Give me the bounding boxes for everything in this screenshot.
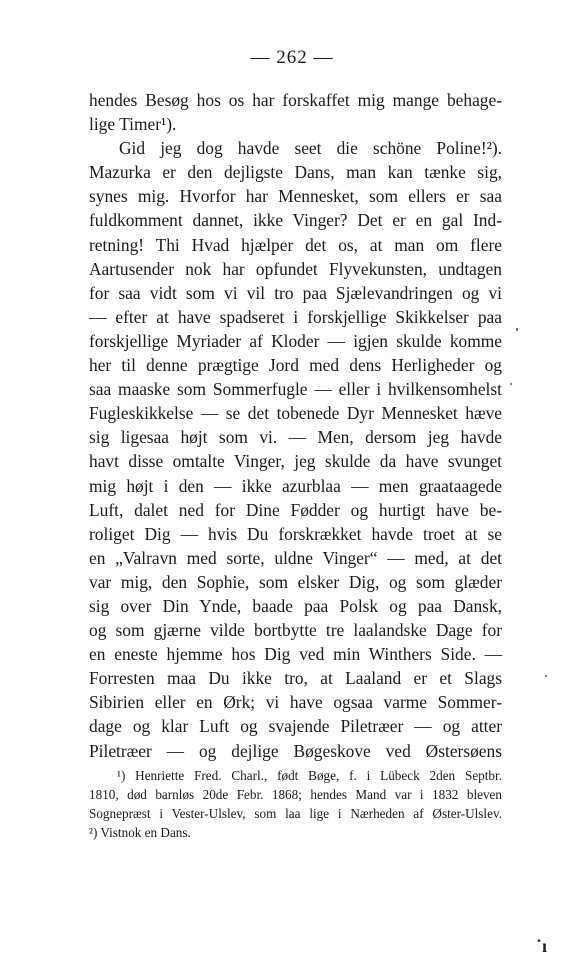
text-line: Luft, dalet ned for Dine Fødder og hurtigt have be- <box>89 499 502 520</box>
text-line: roliget Dig — hvis Du forskrækket havde troet at se <box>89 523 502 544</box>
printer-mark: ˙ı <box>536 936 547 956</box>
text-line: saa maaske som Sommerfugle — eller i hvilkensomhelst <box>89 379 502 400</box>
ink-speck <box>516 328 518 331</box>
text-line: Mazurka er den dejligste Dans, man kan tænke sig, <box>89 162 502 183</box>
text-line: havt disse omtalte Vinger, jeg skulde da have svunget <box>89 451 502 472</box>
text-line: fuldkomment dannet, ikke Vinger? Det er en gal Ind- <box>89 210 502 231</box>
text-line: og som gjærne vilde bortbytte tre laalandske Dage for <box>89 620 502 641</box>
text-line: Piletræer — og dejlige Bøgeskove ved Østersøens <box>89 740 502 761</box>
footnote-line: ²) Vistnok en Dans. <box>89 825 191 840</box>
text-line: retning! Thi Hvad hjælper det os, at man om flere <box>89 234 502 255</box>
text-line: hendes Besøg hos os har forskaffet mig mange behage- <box>89 90 502 110</box>
page-number: — 262 — <box>250 47 334 68</box>
text-line: Aartusender nok har opfundet Flyvekunsten, undtagen <box>89 258 502 279</box>
text-line: her til denne prægtige Jord med dens Herligheder og <box>89 355 502 376</box>
text-line: forskjellige Myriader af Kloder — igjen skulde komme <box>89 330 502 351</box>
footnote-line: 1810, død barnløs 20de Febr. 1868; hendes Mand var i 1832 bleven <box>89 787 502 802</box>
footnote-line: ¹) Henriette Fred. Charl., født Bøge, f. i Lübeck 2den Septbr. <box>117 768 502 783</box>
text-line: mig højt i den — ikke azurblaa — men graataagede <box>89 475 502 496</box>
text-line: for saa vidt som vi vil tro paa Sjælevandringen og vi <box>89 282 502 303</box>
text-line: Gid jeg dog havde seet die schöne Poline!²). <box>119 138 502 159</box>
text-line: Forresten maa Du ikke tro, at Laaland er et Slags <box>89 668 502 689</box>
text-line: Sibirien eller en Ørk; vi have ogsaa varme Sommer- <box>89 692 502 713</box>
text-line: var mig, den Sophie, som elsker Dig, og som glæder <box>89 571 502 592</box>
text-line: dage og klar Luft og svajende Piletræer — og atter <box>89 716 502 737</box>
text-line: sig over Din Ynde, baade paa Polsk og paa Dansk, <box>89 595 502 616</box>
text-line: lige Timer¹). <box>89 114 177 135</box>
text-line: en „Valravn med sorte, uldne Vinger“ — med, at det <box>89 547 502 568</box>
text-line: en eneste hjemme hos Dig ved min Winthers Side. — <box>89 644 502 665</box>
text-line: Fugleskikkelse — se det tobenede Dyr Mennesket hæve <box>89 403 502 424</box>
footnote-line: Sognepræst i Vester-Ulslev, som laa lige i Nærheden af Øster-Ulslev. <box>89 806 502 821</box>
footnotes <box>89 766 502 842</box>
text-line: synes mig. Hvorfor har Mennesket, som ellers er saa <box>89 186 502 207</box>
text-line: — efter at have spadseret i forskjellige Skikkelser paa <box>89 306 502 327</box>
ink-speck <box>545 675 547 677</box>
body-text <box>89 88 502 763</box>
ink-speck <box>510 383 512 385</box>
text-line: sig ligesaa højt som vi. — Men, dersom jeg havde <box>89 427 502 448</box>
